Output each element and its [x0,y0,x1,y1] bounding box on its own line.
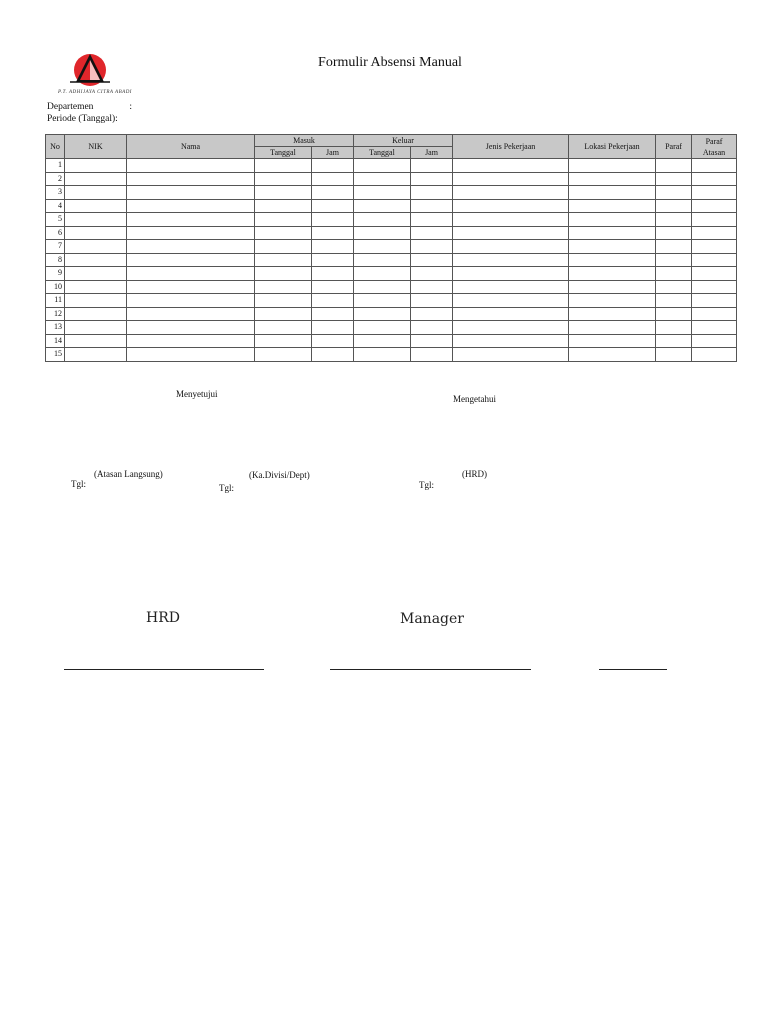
masuk-tanggal-cell[interactable] [255,186,312,200]
nik-cell[interactable] [65,186,127,200]
header-no: No [46,135,65,159]
keluar-tanggal-cell[interactable] [354,321,411,335]
keluar-tanggal-cell[interactable] [354,294,411,308]
nama-cell[interactable] [127,213,255,227]
hrd-sign-label: (HRD) [462,469,487,479]
paraf-cell[interactable] [656,267,692,281]
keluar-tanggal-cell[interactable] [354,307,411,321]
footer-hrd-label: HRD [146,610,180,626]
department-separator: : [129,102,133,112]
table-row [46,213,737,227]
nama-cell[interactable] [127,280,255,294]
table-row [46,226,737,240]
nik-cell[interactable] [65,226,127,240]
paraf-atasan-cell[interactable] [692,307,737,321]
jenis-pekerjaan-cell[interactable] [453,240,569,254]
masuk-tanggal-cell[interactable] [255,253,312,267]
masuk-tanggal-cell[interactable] [255,334,312,348]
paraf-cell[interactable] [656,294,692,308]
masuk-tanggal-cell[interactable] [255,321,312,335]
masuk-tanggal-cell[interactable] [255,267,312,281]
nik-cell[interactable] [65,307,127,321]
header-nama: Nama [127,135,255,159]
footer-manager-label: Manager [400,611,464,627]
tgl-atasan-label: Tgl: [71,479,86,489]
jenis-pekerjaan-cell[interactable] [453,253,569,267]
nik-cell[interactable] [65,321,127,335]
masuk-jam-cell[interactable] [312,280,354,294]
nik-cell[interactable] [65,172,127,186]
header-jenis-pekerjaan: Jenis Pekerjaan [453,135,569,159]
row-number: 9 [46,267,65,281]
lokasi-pekerjaan-cell[interactable] [569,253,656,267]
jenis-pekerjaan-cell[interactable] [453,213,569,227]
nik-cell[interactable] [65,199,127,213]
row-number: 12 [46,307,65,321]
lokasi-pekerjaan-cell[interactable] [569,267,656,281]
masuk-jam-cell[interactable] [312,213,354,227]
department-row [47,102,132,112]
paraf-cell[interactable] [656,159,692,173]
keluar-tanggal-cell[interactable] [354,159,411,173]
masuk-jam-cell[interactable] [312,199,354,213]
masuk-tanggal-cell[interactable] [255,213,312,227]
table-row [46,294,737,308]
header-lokasi-pekerjaan: Lokasi Pekerjaan [569,135,656,159]
keluar-tanggal-cell[interactable] [354,186,411,200]
nik-cell[interactable] [65,267,127,281]
paraf-cell[interactable] [656,321,692,335]
masuk-tanggal-cell[interactable] [255,199,312,213]
paraf-cell[interactable] [656,213,692,227]
lokasi-pekerjaan-cell[interactable] [569,280,656,294]
nama-cell[interactable] [127,199,255,213]
jenis-pekerjaan-cell[interactable] [453,307,569,321]
paraf-atasan-cell[interactable] [692,172,737,186]
paraf-atasan-cell[interactable] [692,240,737,254]
table-row [46,307,737,321]
tgl-kadiv-label: Tgl: [219,483,234,493]
masuk-jam-cell[interactable] [312,307,354,321]
keluar-tanggal-cell[interactable] [354,280,411,294]
masuk-tanggal-cell[interactable] [255,172,312,186]
paraf-atasan-cell[interactable] [692,294,737,308]
mengetahui-label: Mengetahui [453,394,496,404]
nama-cell[interactable] [127,226,255,240]
paraf-cell[interactable] [656,334,692,348]
masuk-jam-cell[interactable] [312,253,354,267]
masuk-jam-cell[interactable] [312,294,354,308]
signature-line-manager [330,669,531,670]
jenis-pekerjaan-cell[interactable] [453,172,569,186]
masuk-jam-cell[interactable] [312,226,354,240]
nik-cell[interactable] [65,159,127,173]
jenis-pekerjaan-cell[interactable] [453,159,569,173]
nama-cell[interactable] [127,267,255,281]
jenis-pekerjaan-cell[interactable] [453,294,569,308]
header-paraf: Paraf [656,135,692,159]
row-number: 2 [46,172,65,186]
keluar-tanggal-cell[interactable] [354,199,411,213]
masuk-tanggal-cell[interactable] [255,307,312,321]
row-number: 7 [46,240,65,254]
table-row [46,267,737,281]
masuk-jam-cell[interactable] [312,172,354,186]
header-keluar: Keluar [354,135,453,147]
nik-cell[interactable] [65,213,127,227]
row-number: 3 [46,186,65,200]
table-row [46,321,737,335]
lokasi-pekerjaan-cell[interactable] [569,348,656,362]
keluar-jam-cell[interactable] [411,348,453,362]
lokasi-pekerjaan-cell[interactable] [569,186,656,200]
paraf-atasan-cell[interactable] [692,321,737,335]
lokasi-pekerjaan-cell[interactable] [569,321,656,335]
header-keluar-jam: Jam [411,147,453,159]
masuk-tanggal-cell[interactable] [255,226,312,240]
paraf-atasan-cell[interactable] [692,199,737,213]
table-row [46,159,737,173]
jenis-pekerjaan-cell[interactable] [453,186,569,200]
lokasi-pekerjaan-cell[interactable] [569,240,656,254]
table-row [46,199,737,213]
keluar-jam-cell[interactable] [411,334,453,348]
lokasi-pekerjaan-cell[interactable] [569,172,656,186]
paraf-cell[interactable] [656,199,692,213]
jenis-pekerjaan-cell[interactable] [453,280,569,294]
period-label: Periode (Tanggal): [47,114,118,124]
jenis-pekerjaan-cell[interactable] [453,321,569,335]
keluar-tanggal-cell[interactable] [354,226,411,240]
row-number: 8 [46,253,65,267]
masuk-jam-cell[interactable] [312,321,354,335]
tgl-hrd-label: Tgl: [419,480,434,490]
keluar-jam-cell[interactable] [411,199,453,213]
menyetujui-label: Menyetujui [176,389,218,399]
table-row [46,240,737,254]
keluar-jam-cell[interactable] [411,226,453,240]
nik-cell[interactable] [65,280,127,294]
table-row [46,253,737,267]
row-number: 15 [46,348,65,362]
paraf-atasan-cell[interactable] [692,213,737,227]
table-row [46,280,737,294]
header-paraf-atasan-line1: Paraf [705,136,723,146]
nama-cell[interactable] [127,159,255,173]
row-number: 1 [46,159,65,173]
jenis-pekerjaan-cell[interactable] [453,267,569,281]
period-row [47,114,118,124]
keluar-tanggal-cell[interactable] [354,348,411,362]
lokasi-pekerjaan-cell[interactable] [569,159,656,173]
paraf-cell[interactable] [656,186,692,200]
lokasi-pekerjaan-cell[interactable] [569,307,656,321]
masuk-tanggal-cell[interactable] [255,348,312,362]
nik-cell[interactable] [65,253,127,267]
department-label: Departemen [47,102,94,112]
keluar-jam-cell[interactable] [411,307,453,321]
nama-cell[interactable] [127,294,255,308]
keluar-tanggal-cell[interactable] [354,172,411,186]
row-number: 5 [46,213,65,227]
masuk-jam-cell[interactable] [312,267,354,281]
nik-cell[interactable] [65,294,127,308]
nik-cell[interactable] [65,348,127,362]
keluar-jam-cell[interactable] [411,159,453,173]
header-masuk: Masuk [255,135,354,147]
jenis-pekerjaan-cell[interactable] [453,348,569,362]
nama-cell[interactable] [127,253,255,267]
lokasi-pekerjaan-cell[interactable] [569,213,656,227]
lokasi-pekerjaan-cell[interactable] [569,334,656,348]
table-body [46,159,737,362]
keluar-tanggal-cell[interactable] [354,253,411,267]
form-title: Formulir Absensi Manual [318,55,462,70]
company-caption: P.T. ADHIJAYA CITRA ABADI [58,90,132,95]
jenis-pekerjaan-cell[interactable] [453,334,569,348]
row-number: 13 [46,321,65,335]
paraf-atasan-cell[interactable] [692,186,737,200]
masuk-jam-cell[interactable] [312,348,354,362]
row-number: 14 [46,334,65,348]
masuk-tanggal-cell[interactable] [255,280,312,294]
keluar-tanggal-cell[interactable] [354,240,411,254]
jenis-pekerjaan-cell[interactable] [453,199,569,213]
row-number: 4 [46,199,65,213]
masuk-jam-cell[interactable] [312,159,354,173]
keluar-tanggal-cell[interactable] [354,334,411,348]
paraf-cell[interactable] [656,226,692,240]
lokasi-pekerjaan-cell[interactable] [569,226,656,240]
table-row [46,348,737,362]
kadiv-label: (Ka.Divisi/Dept) [249,470,310,480]
header-paraf-atasan-line2: Atasan [702,147,726,157]
nama-cell[interactable] [127,321,255,335]
masuk-jam-cell[interactable] [312,186,354,200]
paraf-atasan-cell[interactable] [692,253,737,267]
paraf-atasan-cell[interactable] [692,348,737,362]
row-number: 11 [46,294,65,308]
keluar-jam-cell[interactable] [411,267,453,281]
header-keluar-tanggal: Tanggal [354,147,411,159]
keluar-jam-cell[interactable] [411,186,453,200]
keluar-jam-cell[interactable] [411,253,453,267]
paraf-cell[interactable] [656,253,692,267]
masuk-jam-cell[interactable] [312,240,354,254]
nama-cell[interactable] [127,334,255,348]
table-row [46,334,737,348]
masuk-tanggal-cell[interactable] [255,159,312,173]
paraf-cell[interactable] [656,172,692,186]
nama-cell[interactable] [127,348,255,362]
keluar-tanggal-cell[interactable] [354,213,411,227]
paraf-cell[interactable] [656,280,692,294]
paraf-cell[interactable] [656,348,692,362]
keluar-jam-cell[interactable] [411,213,453,227]
paraf-cell[interactable] [656,307,692,321]
masuk-tanggal-cell[interactable] [255,240,312,254]
masuk-jam-cell[interactable] [312,334,354,348]
row-number: 6 [46,226,65,240]
header-masuk-jam: Jam [312,147,354,159]
keluar-tanggal-cell[interactable] [354,267,411,281]
keluar-jam-cell[interactable] [411,172,453,186]
nama-cell[interactable] [127,240,255,254]
paraf-cell[interactable] [656,240,692,254]
lokasi-pekerjaan-cell[interactable] [569,294,656,308]
atasan-langsung-label: (Atasan Langsung) [94,469,163,479]
signature-line-hrd [64,669,264,670]
header-paraf-atasan [692,135,737,159]
keluar-jam-cell[interactable] [411,294,453,308]
keluar-jam-cell[interactable] [411,280,453,294]
paraf-atasan-cell[interactable] [692,226,737,240]
header-masuk-tanggal: Tanggal [255,147,312,159]
paraf-atasan-cell[interactable] [692,159,737,173]
table-row [46,186,737,200]
nama-cell[interactable] [127,172,255,186]
nik-cell[interactable] [65,240,127,254]
table-row [46,172,737,186]
keluar-jam-cell[interactable] [411,321,453,335]
signature-line-extra [599,669,667,670]
keluar-jam-cell[interactable] [411,240,453,254]
paraf-atasan-cell[interactable] [692,280,737,294]
paraf-atasan-cell[interactable] [692,334,737,348]
header-nik: NIK [65,135,127,159]
nama-cell[interactable] [127,307,255,321]
jenis-pekerjaan-cell[interactable] [453,226,569,240]
masuk-tanggal-cell[interactable] [255,294,312,308]
row-number: 10 [46,280,65,294]
lokasi-pekerjaan-cell[interactable] [569,199,656,213]
nik-cell[interactable] [65,334,127,348]
paraf-atasan-cell[interactable] [692,267,737,281]
attendance-table [45,134,737,362]
nama-cell[interactable] [127,186,255,200]
